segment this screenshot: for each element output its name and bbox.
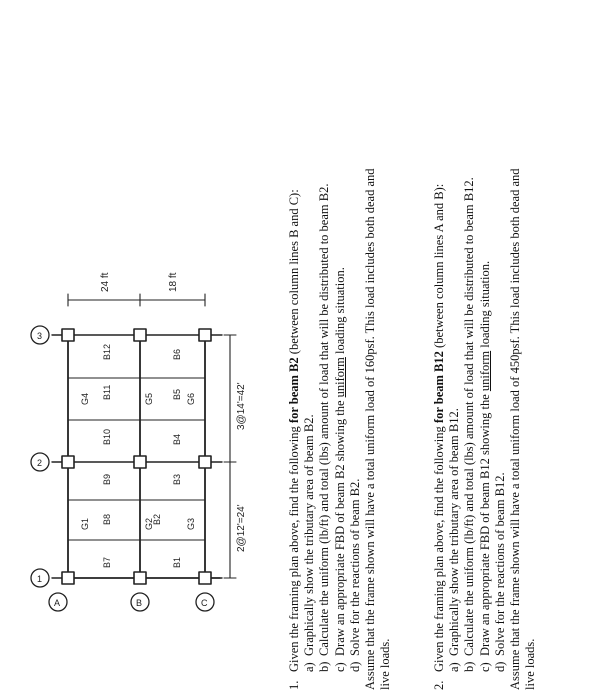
question-1-part-a: a)Graphically show the tributary area of beam B2. xyxy=(302,414,317,672)
question-2-assume-line-1: Assume that the frame shown will have a total uniform load of 450psf. This load includes both dead and xyxy=(508,168,523,690)
beam-b3: B3 xyxy=(172,473,182,485)
question-2-part-c: c)Draw an appropriate FBD of beam B12 showing the uniform loading situation. xyxy=(477,260,492,672)
question-1 xyxy=(287,168,393,690)
question-2-assume-line-2: live loads. xyxy=(523,638,538,690)
beam-b7: B7 xyxy=(102,556,112,568)
question-1-assume-line-2: live loads. xyxy=(378,638,393,690)
question-2-intro-pre: Given the framing plan above, find the following xyxy=(432,423,446,672)
question-2-intro-bold: for beam B12 xyxy=(432,351,446,424)
girder-g4: G4 xyxy=(80,392,90,405)
question-1-intro xyxy=(287,168,302,690)
question-1-intro-post: (between column lines B and C): xyxy=(287,189,301,358)
beam-b10: B10 xyxy=(102,428,112,445)
dim-left: 2@12'=24' xyxy=(236,504,247,552)
beam-b2: B2 xyxy=(152,513,162,525)
question-2-part-a: a)Graphically show the tributary area of beam B12. xyxy=(447,408,462,672)
question-2-intro xyxy=(432,168,447,690)
col-label-3: 3 xyxy=(37,331,43,341)
beam-b8: B8 xyxy=(102,513,112,525)
question-1-number: 1. xyxy=(287,680,301,690)
row-label-b: B xyxy=(136,598,143,608)
question-1-intro-bold: for beam B2 xyxy=(287,357,301,424)
dim-right: 3@14'=42' xyxy=(236,382,247,430)
girder-g5: G5 xyxy=(144,392,154,405)
girder-g6: G6 xyxy=(186,392,196,405)
question-2-part-b: b)Calculate the uniform (lb/ft) and total (lbs) amount of load that will be distributed to beam B12. xyxy=(462,177,477,672)
dim-span-top: 24 ft xyxy=(100,272,111,292)
girder-g1: G1 xyxy=(80,517,90,530)
question-2-number: 2. xyxy=(432,680,446,690)
question-1-part-c: c)Draw an appropriate FBD of beam B2 showing the uniform loading situation. xyxy=(332,267,347,672)
row-label-a: A xyxy=(54,598,61,608)
beam-b4: B4 xyxy=(172,433,182,445)
question-1-part-d: d)Solve for the reactions of beam B2. xyxy=(347,478,362,672)
question-2 xyxy=(432,168,538,690)
beam-b5: B5 xyxy=(172,388,182,400)
beam-b9: B9 xyxy=(102,473,112,485)
question-1-intro-pre: Given the framing plan above, find the following xyxy=(287,423,301,672)
girder-g3: G3 xyxy=(186,517,196,530)
girder-g2: G2 xyxy=(144,517,154,530)
question-2-part-d: d)Solve for the reactions of beam B12. xyxy=(492,472,507,672)
dim-span-bottom: 18 ft xyxy=(168,272,179,292)
beam-b6: B6 xyxy=(172,348,182,360)
beam-b1: B1 xyxy=(172,556,182,568)
beam-b12: B12 xyxy=(102,343,112,360)
question-1-assume-line-1: Assume that the frame shown will have a total uniform load of 160psf. This load includes both dead and xyxy=(363,168,378,690)
beam-b11: B11 xyxy=(102,384,112,400)
question-2-intro-post: (between column lines A and B): xyxy=(432,183,446,352)
question-1-part-b: b)Calculate the uniform (lb/ft) and total (lbs) amount of load that will be distributed to beam B2. xyxy=(317,183,332,672)
col-label-1: 1 xyxy=(37,574,43,584)
row-label-c: C xyxy=(201,598,208,608)
col-label-2: 2 xyxy=(37,458,43,468)
